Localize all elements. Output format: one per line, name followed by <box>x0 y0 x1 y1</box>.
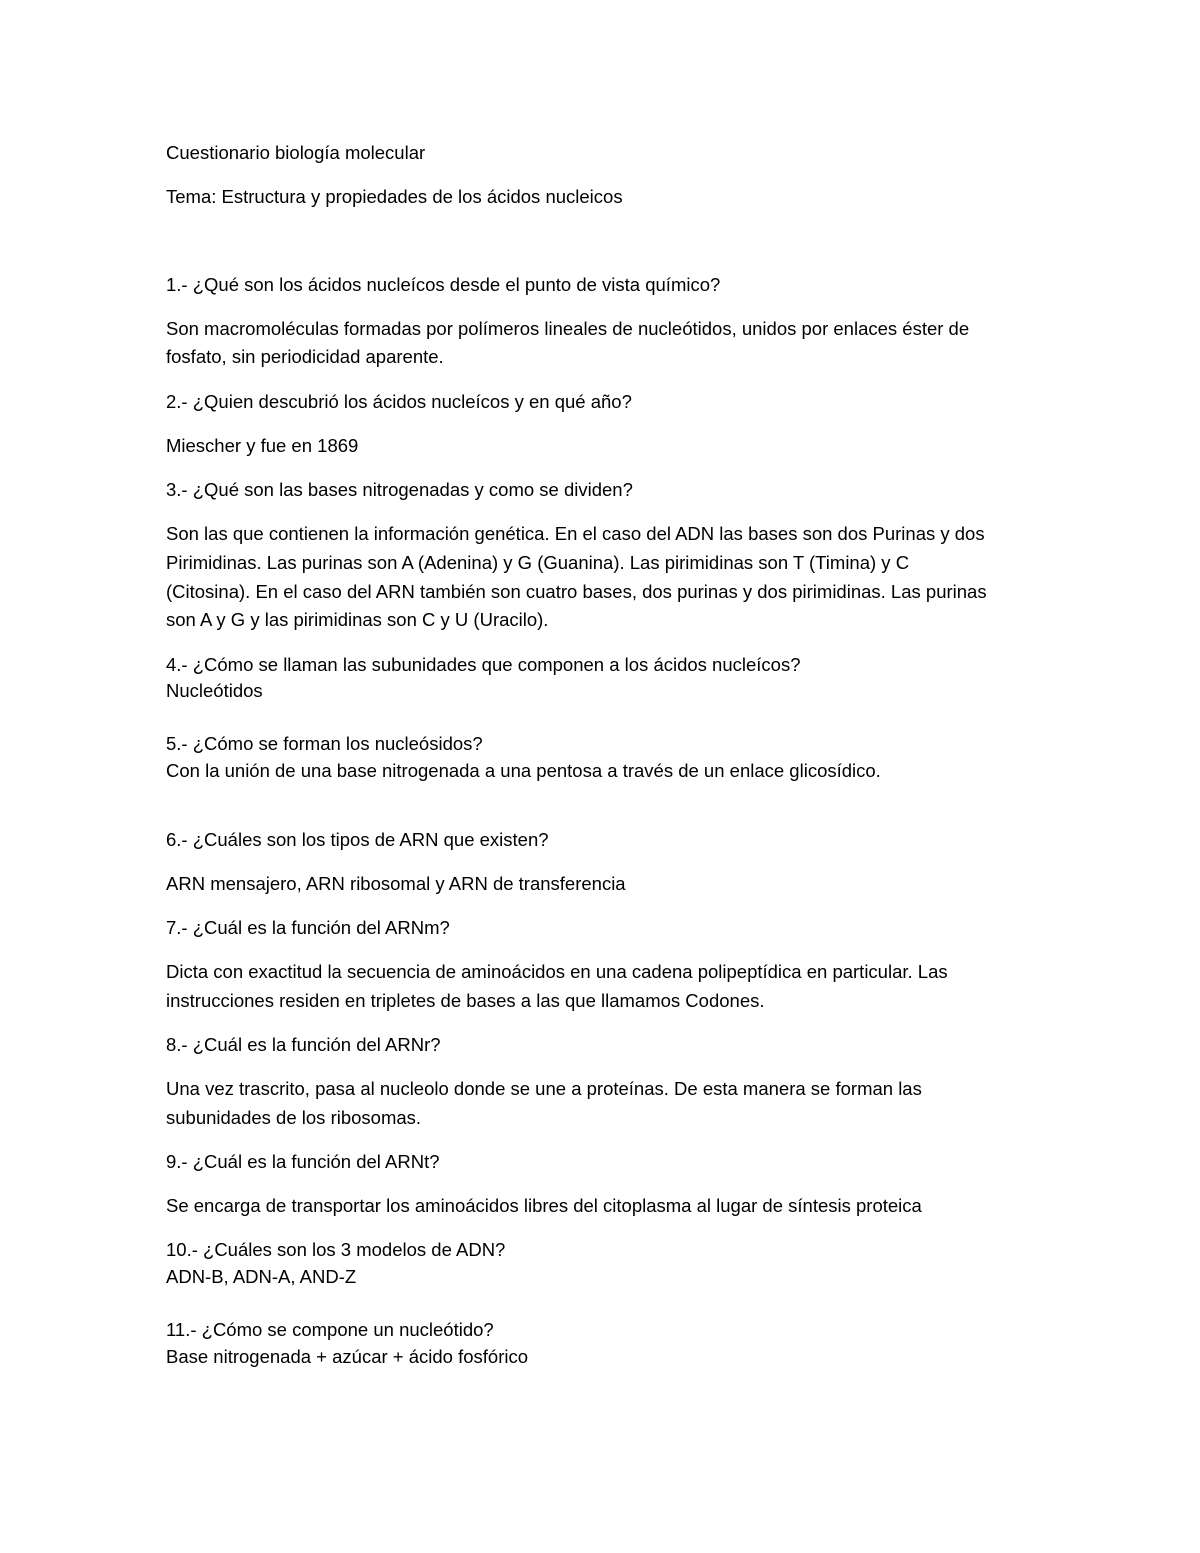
question-10: 10.- ¿Cuáles son los 3 modelos de ADN? <box>166 1239 506 1260</box>
answer-8-line-1: Una vez trascrito, pasa al nucleolo donde se une a proteínas. De esta manera se forman las <box>166 1078 922 1099</box>
answer-11: Base nitrogenada + azúcar + ácido fosfórico <box>166 1346 529 1367</box>
question-3: 3.- ¿Qué son las bases nitrogenadas y como se dividen? <box>166 479 633 500</box>
question-5: 5.- ¿Cómo se forman los nucleósidos? <box>166 733 483 754</box>
question-9: 9.- ¿Cuál es la función del ARNt? <box>166 1151 440 1172</box>
question-2: 2.- ¿Quien descubrió los ácidos nucleícos y en qué año? <box>166 391 632 412</box>
answer-7-line-2: instrucciones residen en tripletes de bases a las que llamamos Codones. <box>166 990 765 1011</box>
answer-3-line-1: Son las que contienen la información genética. En el caso del ADN las bases son dos Purinas y dos <box>166 523 985 544</box>
answer-7-line-1: Dicta con exactitud la secuencia de aminoácidos en una cadena polipeptídica en particular. Las <box>166 961 948 982</box>
question-8: 8.- ¿Cuál es la función del ARNr? <box>166 1034 441 1055</box>
question-4: 4.- ¿Cómo se llaman las subunidades que componen a los ácidos nucleícos? <box>166 654 801 675</box>
answer-10: ADN-B, ADN-A, AND-Z <box>166 1266 357 1287</box>
question-1: 1.- ¿Qué son los ácidos nucleícos desde el punto de vista químico? <box>166 274 721 295</box>
answer-8-line-2: subunidades de los ribosomas. <box>166 1107 422 1128</box>
document-subtitle: Tema: Estructura y propiedades de los ácidos nucleicos <box>166 186 623 207</box>
answer-3-line-2: Pirimidinas. Las purinas son A (Adenina) y G (Guanina). Las pirimidinas son T (Timina) y C <box>166 552 910 573</box>
answer-5: Con la unión de una base nitrogenada a una pentosa a través de un enlace glicosídico. <box>166 760 881 781</box>
answer-4: Nucleótidos <box>166 680 263 701</box>
answer-9: Se encarga de transportar los aminoácidos libres del citoplasma al lugar de síntesis proteica <box>166 1195 922 1216</box>
question-7: 7.- ¿Cuál es la función del ARNm? <box>166 917 450 938</box>
document-title: Cuestionario biología molecular <box>166 142 426 163</box>
question-6: 6.- ¿Cuáles son los tipos de ARN que existen? <box>166 829 549 850</box>
answer-3-line-4: son A y G y las pirimidinas son C y U (Uracilo). <box>166 609 549 630</box>
question-11: 11.- ¿Cómo se compone un nucleótido? <box>166 1319 494 1340</box>
answer-1-line-1: Son macromoléculas formadas por polímeros lineales de nucleótidos, unidos por enlaces éster de <box>166 318 970 339</box>
answer-2: Miescher y fue en 1869 <box>166 435 359 456</box>
answer-1-line-2: fosfato, sin periodicidad aparente. <box>166 346 444 367</box>
answer-6: ARN mensajero, ARN ribosomal y ARN de transferencia <box>166 873 626 894</box>
answer-3-line-3: (Citosina). En el caso del ARN también son cuatro bases, dos purinas y dos pirimidinas. Las purinas <box>166 581 987 602</box>
